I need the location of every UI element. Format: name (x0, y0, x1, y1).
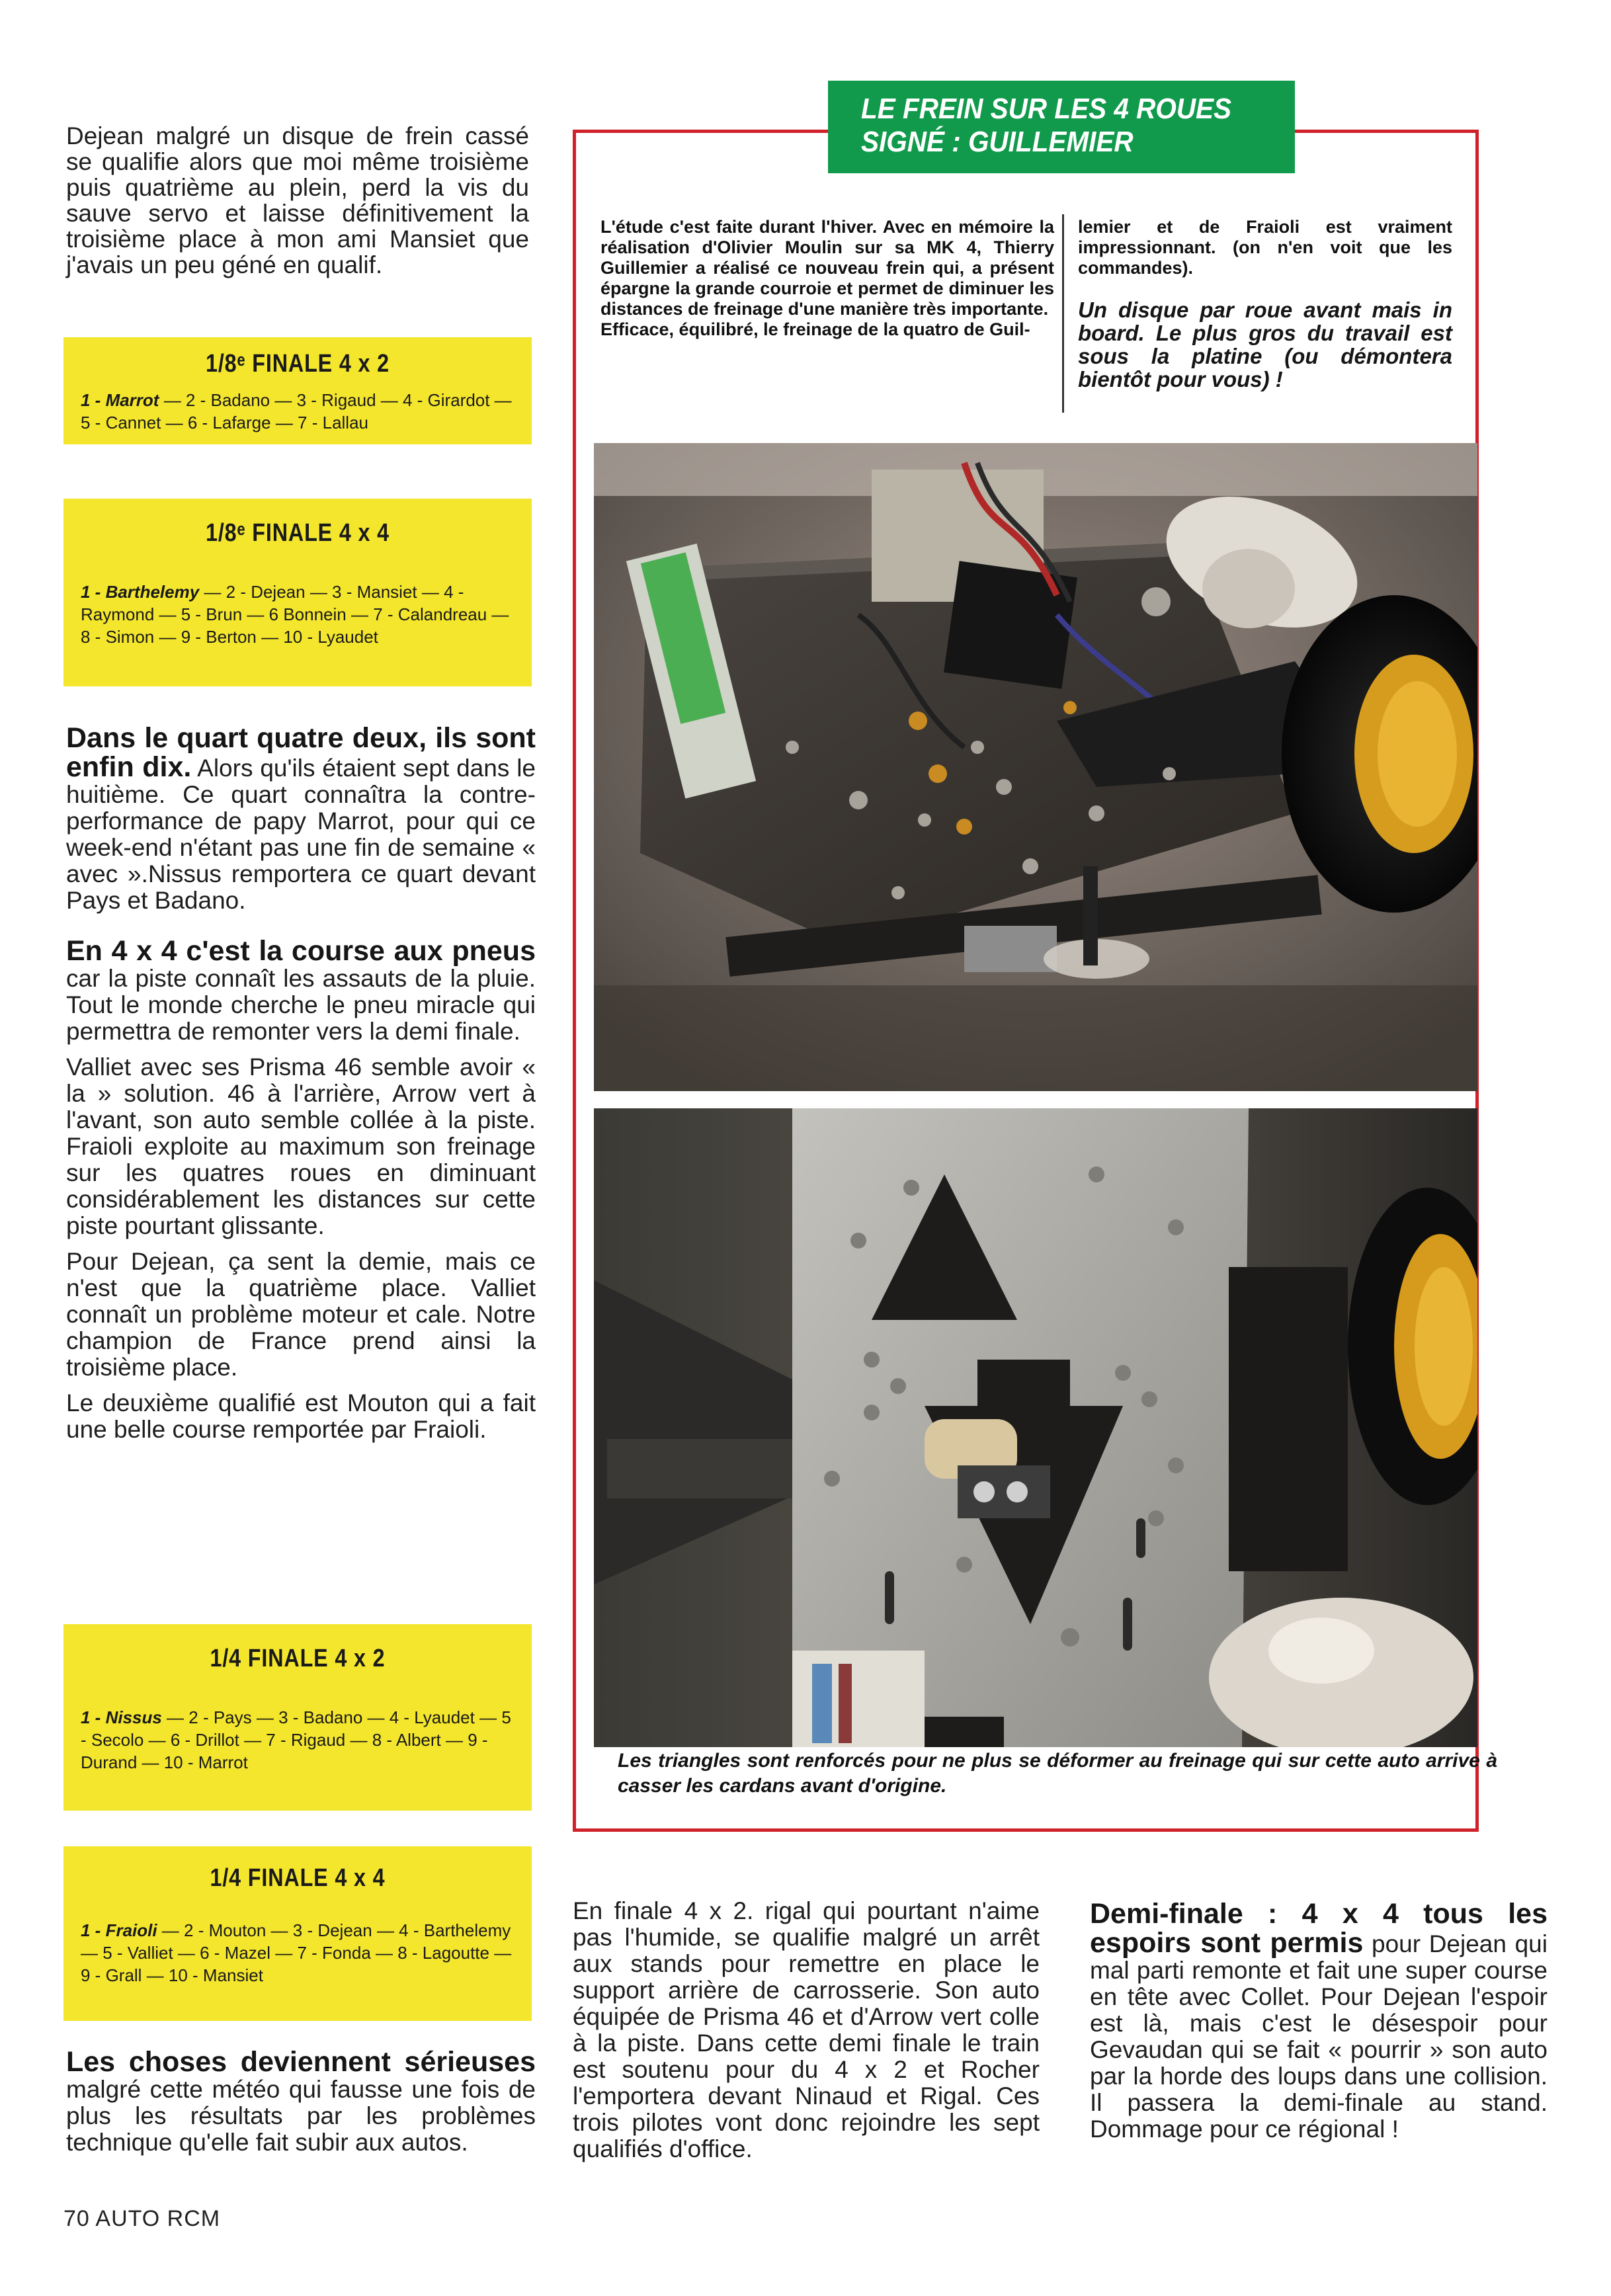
valliet-paragraph: Valliet avec ses Prisma 46 semble avoir « la » solution. 46 à l'arrière, Arrow vert à l'avant, son auto semble collée à la piste. Fraioli exploite au maximum son freinage sur les quatres roues en diminuant considérablement les distances sur cette piste pourtant glissante. (66, 1053, 536, 1239)
page-number: 70 (63, 2206, 90, 2231)
section-text: pour Dejean qui mal parti remonte et fait une super course en tête avec Collet. Pour Dejean l'espoir est là, mais c'est le désespoir pour Gevaudan qui se fait « pourrir » son auto par la horde des loups dans une collision. Il passera la demi-finale au stand. Dommage pour ce régional ! (1090, 1930, 1548, 2143)
section-text: car la piste connaît les assauts de la pluie. Tout le monde cherche le pneu miracle qui permettra de remonter vers la demi finale. (66, 965, 536, 1045)
result-winner: 1 - Nissus (81, 1707, 162, 1727)
result-box-eighth-4x2 (63, 337, 532, 444)
result-title: 1/8ᵉ FINALE 4 x 4 (206, 519, 390, 547)
result-list (81, 1706, 515, 1774)
section-text: Alors qu'ils étaient sept dans le huitième. Ce quart connaîtra la contre-performance de papy Marrot, pour qui ce week-end n'étant pas une fin de semaine « avec ».Nissus remportera ce quart devant Pays et Badano. (66, 755, 536, 914)
semi-serious-section (66, 2047, 536, 2165)
result-rest: — 2 - Mouton — 3 - Dejean — 4 - Barthelemy — 5 - Valliet — 6 - Mazel — 7 - Fonda — 8 - Lagoutte — 9 - Grall — 10 - Mansiet (81, 1920, 512, 1985)
final-4x2-paragraph: En finale 4 x 2. rigal qui pourtant n'aime pas l'humide, se qualifie malgré un arrêt aux stands pour remettre en place le support arrière de carrosserie. Son auto équipée de Prisma 46 et d'Arrow vert colle à la piste. Dans cette demi finale le train est soutenu pour du 4 x 2 et Rocher l'emportera devant Ninaud et Rigal. Ces trois pilotes vont donc rejoindre les sept qualifiés d'office. (573, 1897, 1040, 2162)
result-title: 1/4 FINALE 4 x 4 (210, 1864, 386, 1892)
result-list (81, 581, 515, 648)
banner-title-line1: LE FREIN SUR LES 4 ROUES (861, 93, 1232, 125)
intro-text: Dejean malgré un disque de frein cassé se qualifie alors que moi même troisième puis quatrième au plein, perd la vis du sauve servo et laisse définitivement la troisième place à mon ami Mansiet que j'avais un peu géné en qualif. (66, 122, 529, 278)
sidebar-col-divider (1062, 214, 1064, 413)
result-box-quarter-4x4 (63, 1846, 532, 2021)
dejean-paragraph: Pour Dejean, ça sent la demie, mais ce n'est que la quatrième place. Valliet connaît un problème moteur et cale. Notre champion de France prend ainsi la troisième place. (66, 1248, 536, 1381)
mouton-paragraph: Le deuxième qualifié est Mouton qui a fait une belle course remportée par Fraioli. (66, 1389, 536, 1443)
semi-final-column (1090, 1899, 1548, 2152)
sidebar-col2-paragraph: lemier et de Fraioli est vraiment impressionnant. (on n'en voit que les commandes). (1078, 217, 1452, 278)
sidebar-col-2 (1078, 217, 1452, 391)
result-title: 1/4 FINALE 4 x 2 (210, 1645, 386, 1672)
result-list (81, 389, 515, 434)
photo-caption: Les triangles sont renforcés pour ne plus se déformer au freinage qui sur cette auto arrive à casser les cardans avant d'origine. (618, 1750, 1497, 1797)
photo-chassis-top (594, 443, 1477, 1091)
final-4x2-column (573, 1898, 1040, 2172)
intro-paragraph (66, 123, 529, 287)
sidebar-col1-paragraph2: Efficace, équilibré, le freinage de la quatro de Guil- (600, 319, 1030, 339)
result-rest: — 2 - Dejean — 3 - Mansiet — 4 - Raymond — 5 - Brun — 6 Bonnein — 7 - Calandreau — 8 - Simon — 9 - Berton — 10 - Lyaudet (81, 582, 509, 647)
section-lead: En 4 x 4 c'est la course aux pneus (66, 935, 536, 967)
semi-final-paragraph (1090, 1899, 1548, 2143)
result-rest: — 2 - Pays — 3 - Badano — 4 - Lyaudet — 5 - Secolo — 6 - Drillot — 7 - Rigaud — 8 - Albert — 9 - Durand — 10 - Marrot (81, 1707, 511, 1772)
section-lead: Dans le quart quatre deux, ils sont enfin dix. (66, 722, 536, 783)
result-box-eighth-4x4 (63, 499, 532, 686)
result-winner: 1 - Marrot (81, 390, 159, 410)
sidebar-col2-italic: Un disque par roue avant mais in board. Le plus gros du travail est sous la platine (ou démontera bientôt pour vous) ! (1078, 298, 1452, 391)
serious-paragraph (66, 2047, 536, 2156)
result-list (81, 1919, 515, 1987)
section-lead: Demi-finale : 4 x 4 tous les espoirs sont permis (1090, 1898, 1548, 1959)
result-rest: — 2 - Badano — 3 - Rigaud — 4 - Girardot — 5 - Cannet — 6 - Lafarge — 7 - Lallau (81, 390, 512, 432)
chassis-top-illustration (594, 443, 1477, 1091)
result-box-quarter-4x2 (63, 1624, 532, 1811)
sidebar-col1-paragraph: L'étude c'est faite durant l'hiver. Avec en mémoire la réalisation d'Olivier Moulin sur sa MK 4, Thierry Guillemier a réalisé ce nouveau frein qui, a présent épargne la grande courroie et permet de diminuer les distances de freinage d'une manière très importante. (600, 217, 1054, 319)
result-winner: 1 - Barthelemy (81, 582, 200, 602)
result-winner: 1 - Fraioli (81, 1920, 157, 1940)
photo-chassis-bottom (594, 1108, 1477, 1747)
result-title: 1/8ᵉ FINALE 4 x 2 (206, 350, 390, 378)
quarter-4x4-paragraph (66, 936, 536, 1045)
banner-title-line2: SIGNÉ : GUILLEMIER (861, 126, 1134, 158)
quarter-4x2-section (66, 723, 536, 1452)
page-footer (63, 2206, 220, 2232)
section-lead: Les choses deviennent sérieuses (66, 2046, 536, 2078)
sidebar-banner (828, 81, 1295, 173)
sidebar-col-1 (600, 217, 1054, 340)
chassis-bottom-illustration (594, 1108, 1477, 1747)
magazine-name: AUTO RCM (95, 2206, 221, 2231)
section-text: malgré cette météo qui fausse une fois de plus les résultats par les problèmes technique qu'elle fait subir aux autos. (66, 2076, 536, 2156)
quarter-4x2-paragraph (66, 723, 536, 914)
